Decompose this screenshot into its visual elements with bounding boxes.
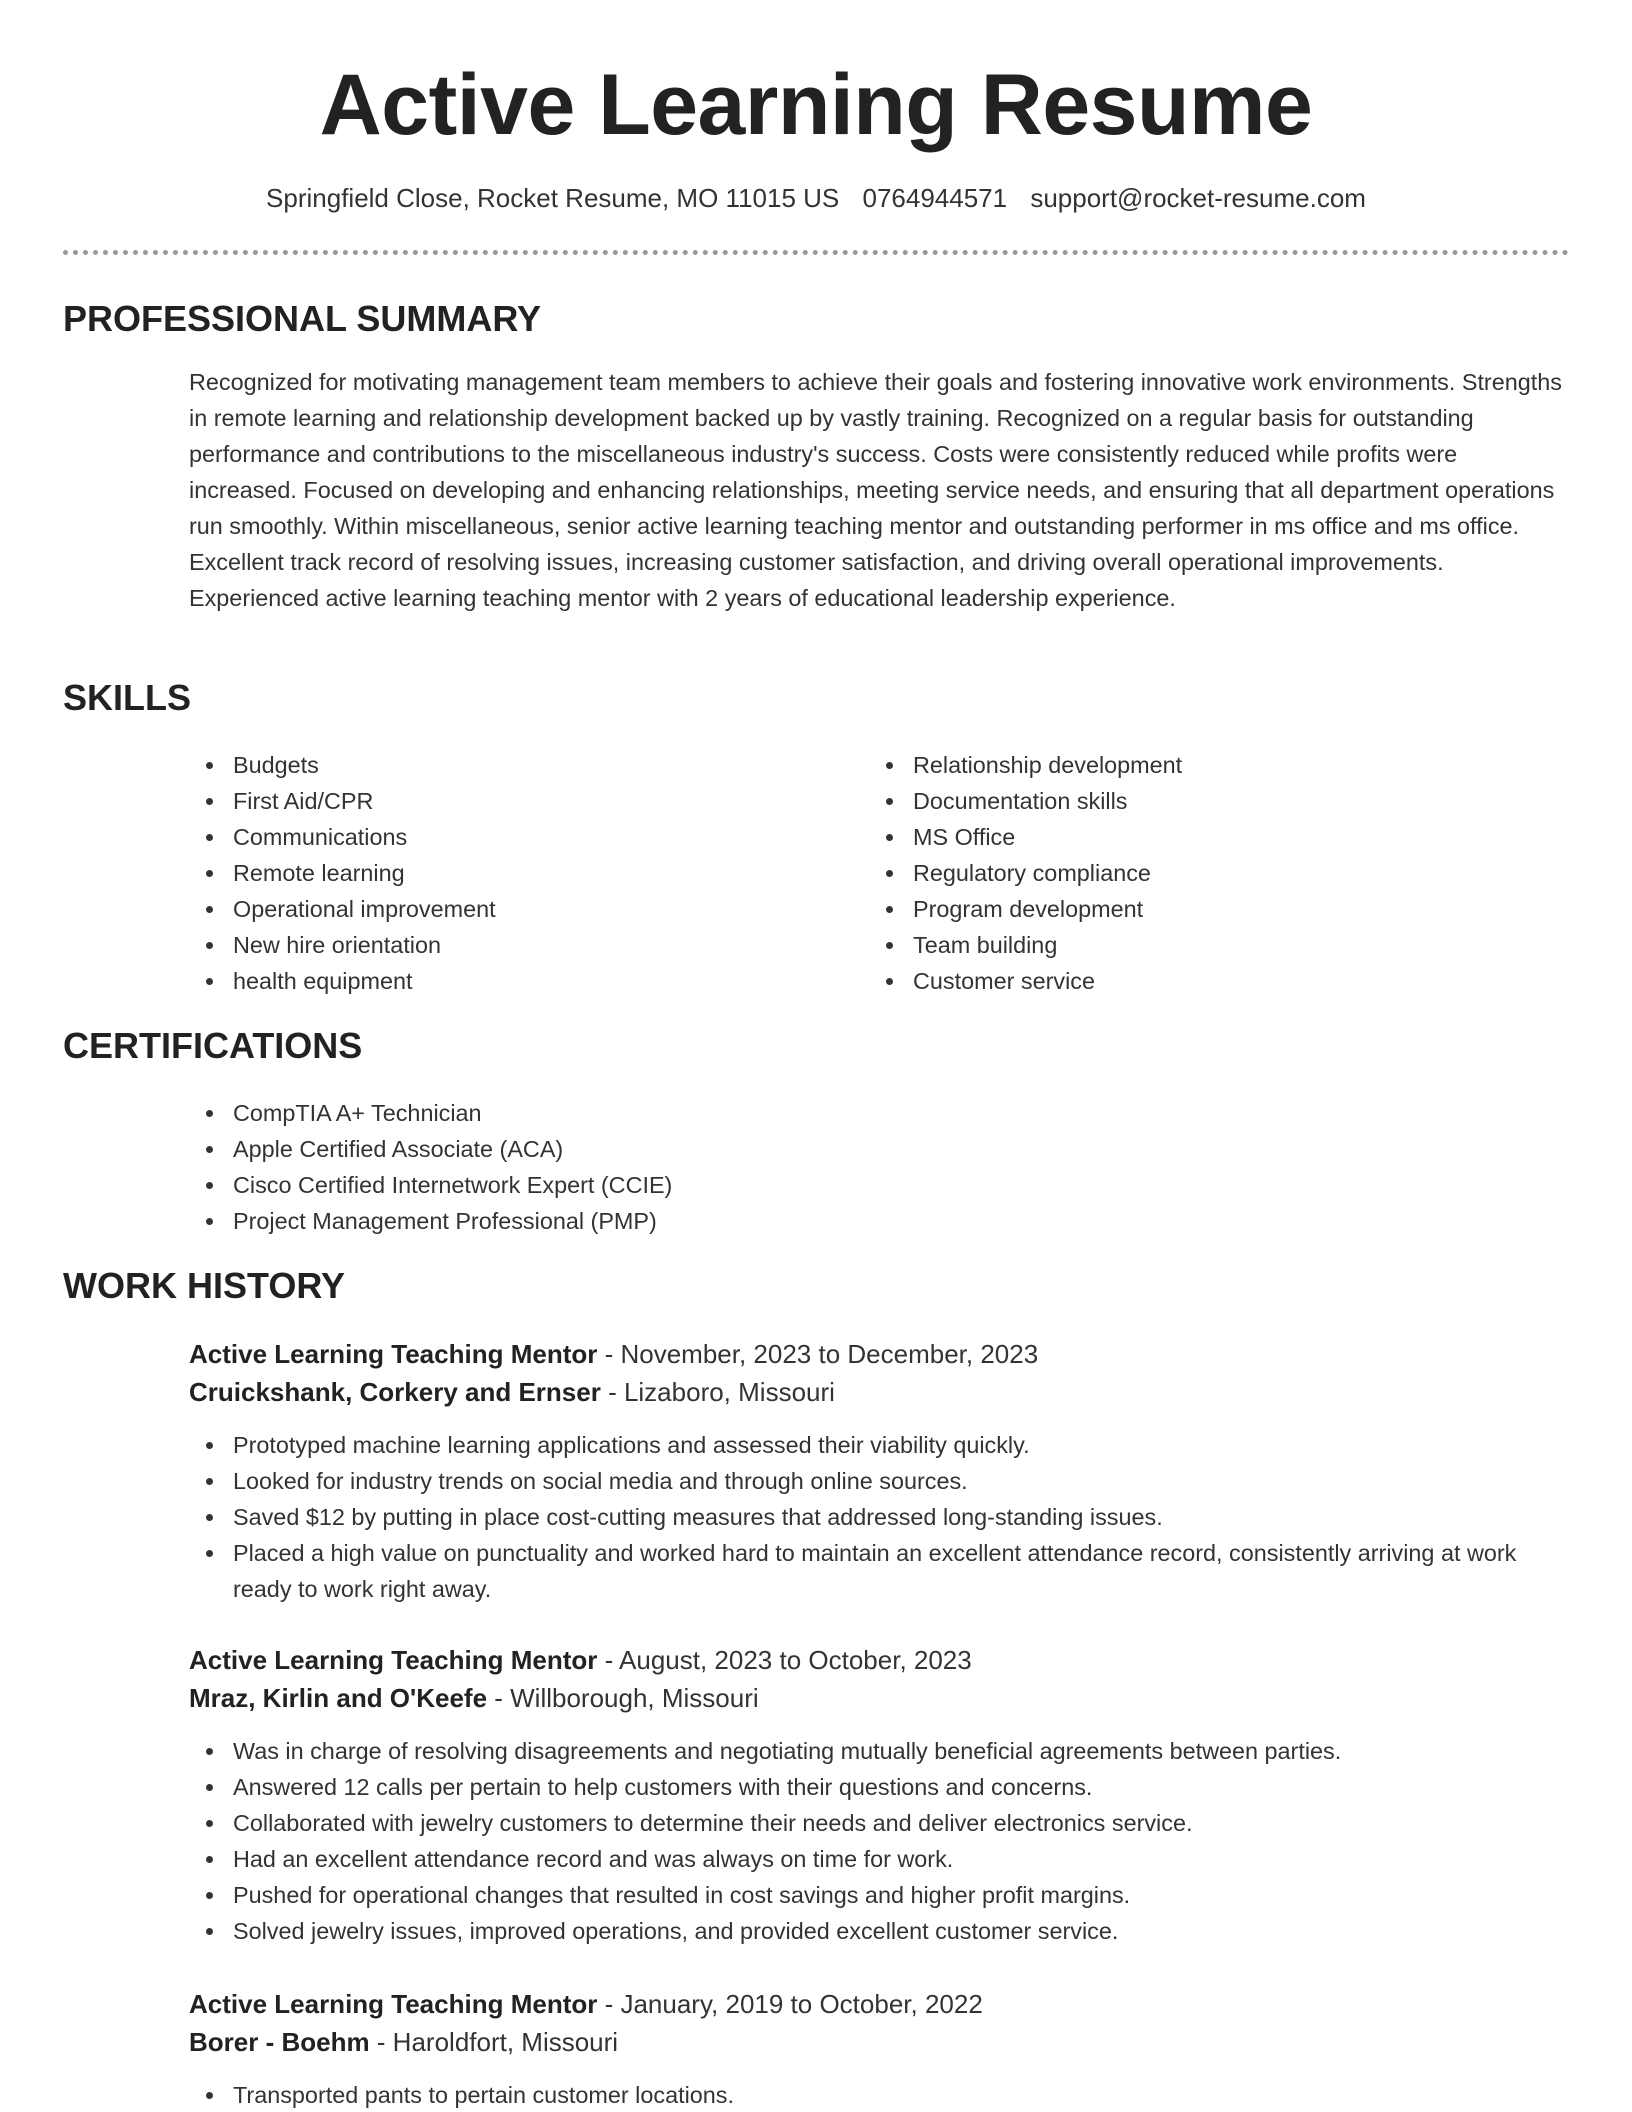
certification-item: Project Management Professional (PMP) [189,1203,1569,1239]
certification-item: Apple Certified Associate (ACA) [189,1131,1569,1167]
job-entry [189,1335,1569,1607]
job-role: Active Learning Teaching Mentor [189,1339,598,1369]
skill-item: Relationship development [869,747,1569,783]
job-title-line [189,1641,1569,1679]
section-title-skills: SKILLS [63,677,192,718]
job-location: - Willborough, Missouri [487,1683,759,1713]
job-location: - Lizaboro, Missouri [600,1377,835,1407]
job-title-line [189,1335,1569,1373]
job-duty: Placed a high value on punctuality and worked hard to maintain an excellent attendance record, consistently arriving at work ready to work right away. [189,1535,1569,1607]
job-entry [189,1641,1569,1949]
skill-item: New hire orientation [189,927,809,963]
job-role: Active Learning Teaching Mentor [189,1989,598,2019]
skill-item: MS Office [869,819,1569,855]
job-duty: Transported pants to pertain customer locations. [189,2077,1569,2112]
summary-text: Recognized for motivating management team members to achieve their goals and fostering innovative work environments. Strengths in remote learning and relationship development backed up by vastly training. Recognized on a regular basis for outstanding performance and contributions to the miscellaneous industry's success. Costs were consistently reduced while profits were increased. Focused on developing and enhancing relationships, meeting service needs, and ensuring that all department operations run smoothly. Within miscellaneous, senior active learning teaching mentor and outstanding performer in ms office and ms office. Excellent track record of resolving issues, increasing customer satisfaction, and driving overall operational improvements. Experienced active learning teaching mentor with 2 years of educational leadership experience. [189,369,1562,611]
section-title-work-history: WORK HISTORY [63,1265,346,1306]
job-role: Active Learning Teaching Mentor [189,1645,598,1675]
skill-item: health equipment [189,963,809,999]
skill-item: Documentation skills [869,783,1569,819]
certification-item: Cisco Certified Internetwork Expert (CCIE) [189,1167,1569,1203]
job-company-line [189,1373,1569,1411]
skill-item: First Aid/CPR [189,783,809,819]
job-company: Cruickshank, Corkery and Ernser [189,1377,601,1407]
contact-phone: 0764944571 [862,183,1008,213]
job-duty: Solved jewelry issues, improved operations, and provided excellent customer service. [189,1913,1569,1949]
resume-title: Active Learning Resume [319,57,1313,153]
job-duty: Answered 12 calls per pertain to help customers with their questions and concerns. [189,1769,1569,1805]
contact-address: Springfield Close, Rocket Resume, MO 11015 US [266,183,840,213]
skill-item: Operational improvement [189,891,809,927]
job-duty: Saved $12 by putting in place cost-cutting measures that addressed long-standing issues. [189,1499,1569,1535]
skills-list-right [869,747,1569,999]
job-duty: Was in charge of resolving disagreements and negotiating mutually beneficial agreements between parties. [189,1733,1569,1769]
section-title-certifications: CERTIFICATIONS [63,1025,363,1066]
skill-item: Remote learning [189,855,809,891]
job-duties-list [189,2077,1569,2112]
skill-item: Program development [869,891,1569,927]
job-duty: Collaborated with jewelry customers to determine their needs and deliver electronics service. [189,1805,1569,1841]
job-company: Borer - Boehm [189,2027,370,2057]
contact-email: support@rocket-resume.com [1030,183,1366,213]
certifications-list [189,1095,1569,1239]
job-entry [189,1985,1569,2112]
job-duty: Pushed for operational changes that resulted in cost savings and higher profit margins. [189,1877,1569,1913]
job-duties-list [189,1733,1569,1949]
job-company-line [189,2023,1569,2061]
job-duty: Had an excellent attendance record and was always on time for work. [189,1841,1569,1877]
job-dates: - August, 2023 to October, 2023 [597,1645,972,1675]
job-title-line [189,1985,1569,2023]
job-duty: Looked for industry trends on social media and through online sources. [189,1463,1569,1499]
contact-info [0,181,1632,215]
job-location: - Haroldfort, Missouri [369,2027,619,2057]
skill-item: Budgets [189,747,809,783]
certification-item: CompTIA A+ Technician [189,1095,1569,1131]
section-title-summary: PROFESSIONAL SUMMARY [63,298,542,339]
skill-item: Regulatory compliance [869,855,1569,891]
job-company-line [189,1679,1569,1717]
job-company: Mraz, Kirlin and O'Keefe [189,1683,488,1713]
skill-item: Communications [189,819,809,855]
skill-item: Team building [869,927,1569,963]
job-duty: Prototyped machine learning applications and assessed their viability quickly. [189,1427,1569,1463]
skill-item: Customer service [869,963,1569,999]
skills-list-left [189,747,809,999]
job-duties-list [189,1427,1569,1607]
header-divider [63,250,1569,255]
job-dates: - January, 2019 to October, 2022 [597,1989,983,2019]
job-dates: - November, 2023 to December, 2023 [597,1339,1039,1369]
